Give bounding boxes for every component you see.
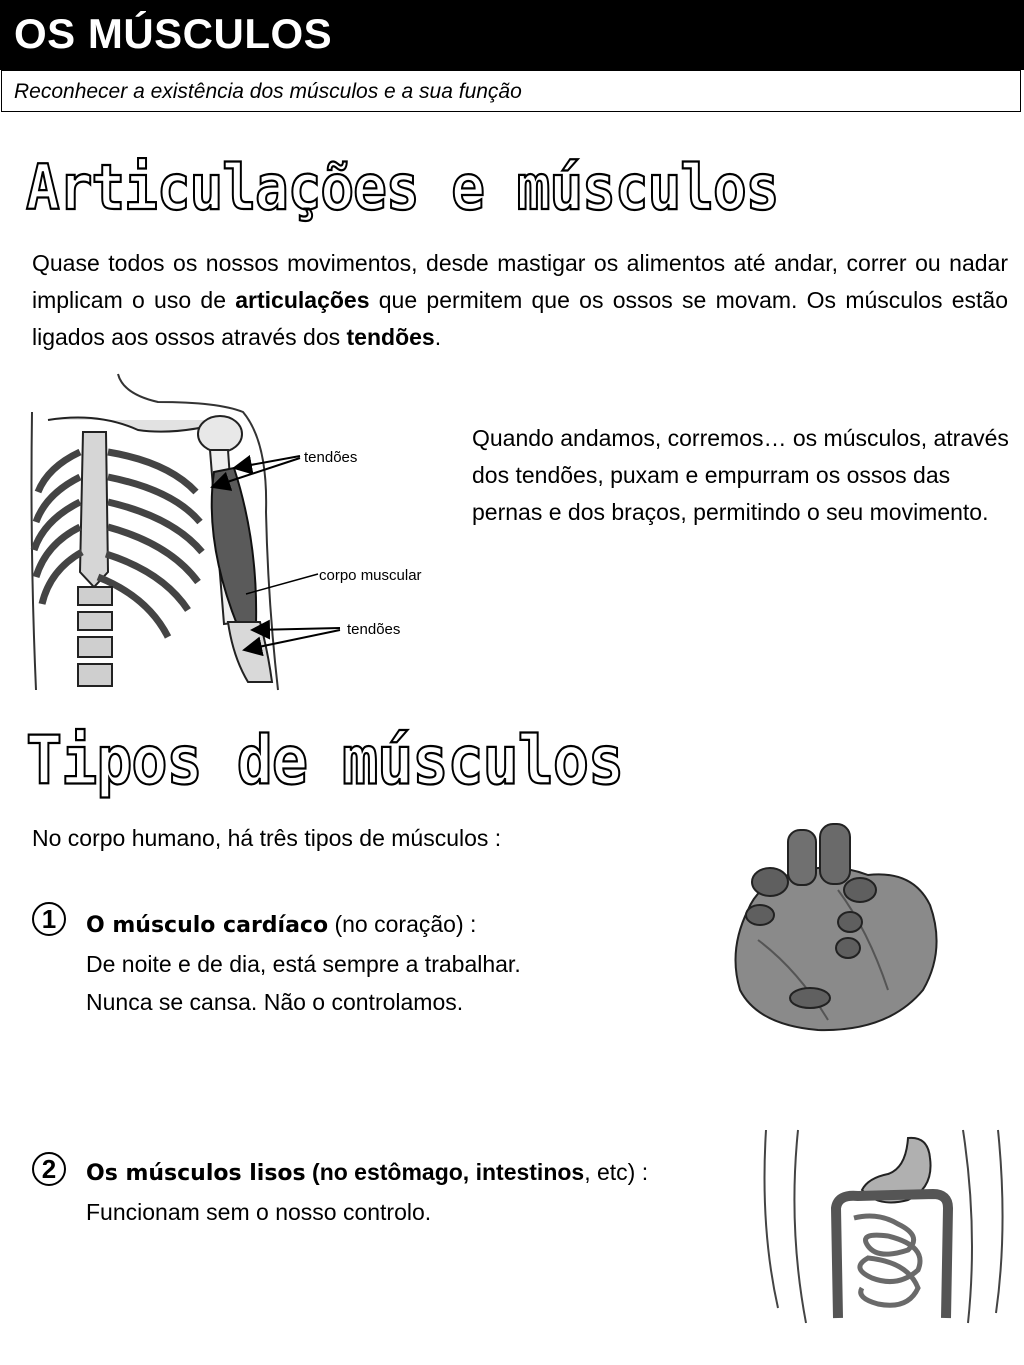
arrow-muscle-body	[246, 574, 318, 594]
number-badge-1: 1	[32, 902, 66, 936]
section-heading-joints: Articulações e músculos	[26, 152, 779, 225]
cardiac-line-1: De noite e de dia, está sempre a trabalhar.	[86, 951, 521, 977]
cardiac-title: O músculo cardíaco	[86, 913, 329, 938]
intro-bold-tendons: tendões	[346, 324, 435, 350]
smooth-qualifier-close: , etc) :	[584, 1159, 649, 1185]
smooth-title: Os músculos lisos	[86, 1161, 306, 1186]
heart-illustration	[718, 820, 948, 1040]
intro-bold-joints: articulações	[235, 287, 370, 313]
page-title: OS MÚSCULOS	[14, 10, 333, 57]
cardiac-line-2: Nunca se cansa. Não o controlamos.	[86, 989, 464, 1015]
digestive-illustration	[758, 1128, 1014, 1328]
label-muscle-body: corpo muscular	[319, 567, 422, 584]
muscle-type-smooth	[86, 1153, 648, 1231]
intro-text-2: que permitem que os ossos se movam. Os músculos estão ligados aos ossos através dos	[32, 287, 1008, 350]
cardiac-title-line	[86, 905, 521, 945]
label-tendons-bottom: tendões	[347, 621, 401, 638]
intro-text-1: Quase todos os nossos movimentos, desde mastigar os alimentos até andar, correr ou nadar implicam o uso de	[32, 250, 1008, 313]
arrow-tendon-top-2	[212, 458, 300, 487]
muscle-type-cardiac	[86, 905, 521, 1021]
arrow-tendon-bottom-2	[244, 630, 340, 650]
cardiac-qualifier: (no coração) :	[328, 911, 477, 937]
page-subtitle: Reconhecer a existência dos músculos e a sua função	[14, 80, 522, 103]
label-tendons-top: tendões	[304, 449, 358, 466]
smooth-qualifier-open: (no estômago, intestinos	[305, 1159, 585, 1185]
smooth-line-1: Funcionam sem o nosso controlo.	[86, 1199, 432, 1225]
movement-paragraph: Quando andamos, corremos… os músculos, através dos tendões, puxam e empurram os ossos das pernas e dos braços, permitindo o seu movimento.	[472, 425, 1009, 525]
smooth-title-line	[86, 1153, 648, 1193]
section-heading-types: Tipos de músculos	[26, 722, 624, 801]
types-intro: No corpo humano, há três tipos de músculos :	[32, 825, 502, 851]
intro-text-3: .	[434, 324, 442, 350]
number-badge-2: 2	[32, 1152, 66, 1186]
arrow-tendon-bottom-1	[252, 628, 340, 630]
